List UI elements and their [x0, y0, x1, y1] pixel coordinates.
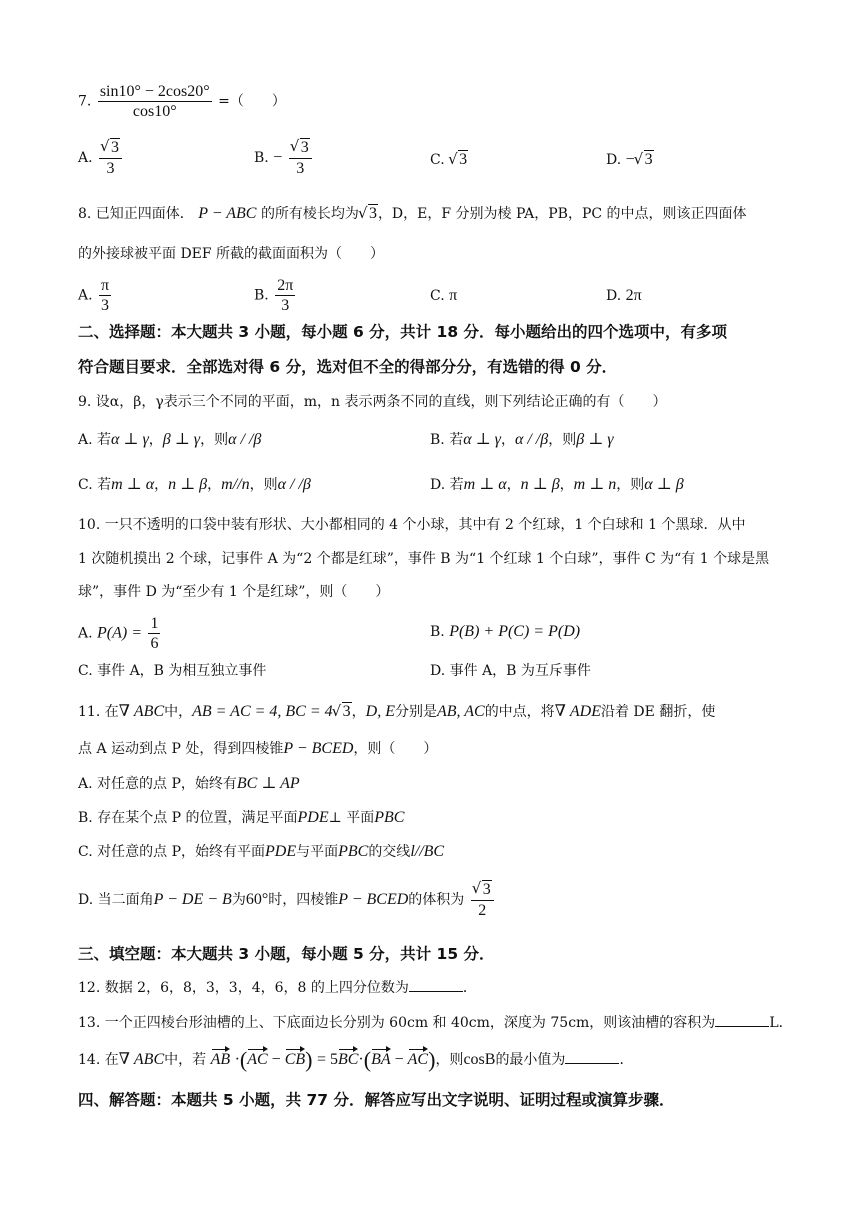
numerator: 2π [277, 277, 294, 294]
text: 与平面 [296, 844, 339, 860]
math: P − ABC [198, 205, 257, 222]
text: ． [619, 1052, 634, 1068]
math: m ⊥ α [111, 476, 155, 493]
option-value: π [449, 287, 458, 304]
math: ∇ ABC [118, 703, 165, 720]
fraction [471, 880, 494, 920]
text: 的中点，将 [484, 704, 555, 720]
text: 时，四棱锥 [268, 892, 339, 908]
text: 8. 已知正四面体． [78, 206, 194, 222]
math: m//n [221, 476, 250, 493]
q7-a-fraction [99, 138, 122, 178]
q7-denominator: cos10° [132, 103, 177, 120]
q8-line2: 的外接球被平面 DEF 所截的截面面积为（ ） [78, 246, 385, 262]
math: cosB [463, 1051, 496, 1068]
q10-line2: 1 次随机摸出 2 个球，记事件 A 为“2 个都是红球”，事件 B 为“1 个红球 1 个白球”，事件 C 为“有 1 个球是黑 [78, 551, 770, 567]
denominator: 3 [281, 297, 290, 314]
text: ，则 [435, 1052, 464, 1068]
math: D, E [365, 703, 395, 720]
q8-line1 [78, 204, 747, 224]
q9-option-c [78, 475, 311, 495]
q11-option-b [78, 808, 404, 828]
math: PBC [374, 809, 405, 826]
q14 [78, 1048, 633, 1070]
math: P − BCED [283, 740, 354, 757]
math: ∇ ABC [118, 1051, 165, 1068]
q11-option-c [78, 842, 444, 862]
q10-option-b [430, 622, 580, 642]
text: 点 A 运动到点 P 处，得到四棱锥 [78, 741, 284, 757]
radicand: 3 [111, 139, 120, 156]
vector: AB [211, 1048, 231, 1070]
fraction [148, 614, 160, 653]
option-label: A. [78, 287, 93, 304]
vector: BC [338, 1048, 358, 1070]
q7-option-c [430, 150, 468, 170]
q11-option-a [78, 774, 300, 794]
q7-option-b [254, 138, 314, 178]
math: β ⊥ γ [576, 431, 614, 448]
math: α ⊥ γ [111, 431, 149, 448]
math: = 5 [316, 1051, 338, 1068]
radicand: 3 [644, 151, 653, 168]
q9-option-a [78, 430, 261, 450]
minus-sign: − [625, 151, 635, 168]
text: 沿着 DE 翻折，使 [600, 704, 716, 720]
text: B. 若 [430, 432, 464, 448]
q8-option-d [606, 286, 642, 306]
q7-numerator: sin10° − 2cos20° [99, 83, 210, 100]
math: P − DE − B [153, 891, 232, 908]
q9-option-d [430, 475, 684, 495]
denominator: 3 [296, 160, 305, 177]
math: P(B) + P(C) = P(D) [449, 623, 581, 640]
math: PDE [297, 809, 329, 826]
text: 的交线 [368, 844, 411, 860]
minus-sign: − [390, 1051, 408, 1068]
math: PDE [264, 843, 297, 860]
option-label: B. [430, 624, 445, 640]
radicand: 3 [300, 139, 309, 156]
text: ， [351, 704, 366, 720]
section-2-heading-line2: 符合题目要求．全部选对得 6 分，选对但不全的得部分分，有选错的得 0 分． [78, 358, 618, 376]
text: A. 若 [78, 432, 112, 448]
text: C. 对任意的点 P，始终有平面 [78, 844, 265, 860]
math: P(A) = [97, 624, 143, 642]
q8-option-c [430, 286, 457, 306]
text: 的所有棱长均为 [260, 206, 359, 222]
text: 的体积为 [408, 892, 465, 908]
math: α / /β [277, 476, 311, 493]
text: ， [207, 477, 222, 493]
math: AB = AC = 4, BC = 4 [192, 703, 333, 720]
math: n ⊥ β [520, 476, 560, 493]
option-label: A. [78, 625, 93, 642]
math: α ⊥ γ [463, 431, 501, 448]
text: ⊥ 平面 [328, 810, 375, 826]
sqrt-symbol [359, 204, 378, 224]
radicand: 3 [482, 881, 491, 898]
section-2-heading: 二、选择题：本大题共 3 小题，每小题 6 分，共计 18 分．每小题给出的四个选项中，有多项 [78, 323, 728, 341]
denominator: 2 [478, 902, 487, 919]
dot-operator: · [358, 1051, 364, 1068]
answer-blank[interactable] [409, 977, 463, 992]
section-3-heading: 三、填空题：本大题共 3 小题，每小题 5 分，共计 15 分． [78, 945, 495, 963]
text: ，则 [200, 432, 229, 448]
text: 11. 在 [78, 704, 119, 720]
option-label: A. [78, 150, 93, 166]
numerator: 1 [150, 615, 159, 632]
math: α / /β [228, 431, 262, 448]
sqrt-symbol [101, 138, 120, 158]
numerator: π [101, 277, 110, 294]
q10-option-a [78, 614, 162, 653]
q10-line1: 10. 一只不透明的口袋中装有形状、大小都相同的 4 个小球，其中有 2 个红球，1 个白球和 1 个黑球．从中 [78, 517, 746, 533]
text: L． [769, 1015, 793, 1031]
option-label: B. [254, 150, 269, 166]
vector: CB [285, 1048, 305, 1070]
text: ，则 [249, 477, 278, 493]
sqrt-symbol [473, 880, 492, 900]
text: ， [148, 432, 163, 448]
math: PBC [338, 843, 369, 860]
denominator: 6 [150, 635, 159, 652]
option-value: 2π [625, 287, 642, 304]
radicand: 3 [459, 151, 468, 168]
math: n ⊥ β [168, 476, 208, 493]
math: β ⊥ γ [162, 431, 201, 448]
q9-stem: 9. 设α，β，γ表示三个不同的平面，m，n 表示两条不同的直线，则下列结论正确的有（ ） [78, 394, 667, 410]
math: AB, AC [436, 703, 485, 720]
q7-fraction [98, 82, 212, 121]
option-label: D. [606, 152, 622, 168]
math: l//BC [410, 843, 445, 860]
q7-number: 7. [78, 93, 92, 110]
text: 中，若 [164, 1052, 207, 1068]
paren-open: ( [363, 1047, 372, 1072]
q11-line2 [78, 739, 437, 759]
radicand: 3 [342, 703, 351, 720]
q12 [78, 977, 477, 998]
paren-close: ) [428, 1047, 436, 1072]
q7-tail: =（ ） [218, 93, 286, 110]
text: 的最小值为 [495, 1052, 566, 1068]
text: ， [506, 477, 521, 493]
q7-option-a [78, 138, 124, 178]
text: D. 当二面角 [78, 892, 154, 908]
vector: AC [247, 1048, 267, 1070]
text: ，D，E，F 分别为棱 PA，PB，PC 的中点，则该正四面体 [377, 206, 747, 222]
paren-close: ) [305, 1047, 313, 1072]
fraction [99, 276, 111, 315]
text: C. 若 [78, 477, 112, 493]
option-label: B. [254, 287, 269, 304]
paren-open: ( [239, 1047, 248, 1072]
text: 为 [231, 892, 246, 908]
math: BC ⊥ AP [236, 775, 300, 792]
text: A. 对任意的点 P，始终有 [78, 776, 237, 792]
text: ，则 [548, 432, 577, 448]
section-4-heading: 四、解答题：本题共 5 小题，共 77 分．解答应写出文字说明、证明过程或演算步骤． [78, 1091, 675, 1109]
q11-line1 [78, 702, 715, 722]
vector: AC [408, 1048, 428, 1070]
math: m ⊥ n [573, 476, 617, 493]
q7-b-fraction [289, 138, 312, 178]
answer-blank[interactable] [715, 1012, 769, 1027]
text: 14. 在 [78, 1052, 119, 1068]
q7-option-d [606, 150, 654, 170]
radicand: 3 [368, 205, 377, 222]
math: 60° [245, 891, 269, 908]
denominator: 3 [101, 297, 110, 314]
answer-blank[interactable] [565, 1049, 619, 1064]
sqrt-symbol [635, 150, 654, 170]
text: 分别是 [394, 704, 437, 720]
text: ， [500, 432, 515, 448]
text: ，则 [616, 477, 645, 493]
text: ， [154, 477, 169, 493]
sqrt-symbol [333, 702, 352, 722]
denominator: 3 [106, 160, 115, 177]
q10-option-c: C. 事件 A，B 为相互独立事件 [78, 663, 267, 679]
q9-option-b [430, 430, 614, 450]
q13 [78, 1012, 793, 1033]
vector: BA [371, 1048, 391, 1070]
q11-option-d [78, 880, 496, 920]
q10-option-d: D. 事件 A，B 为互斥事件 [430, 663, 591, 679]
text: ， [559, 477, 574, 493]
minus-sign: − [273, 149, 283, 166]
text: D. 若 [430, 477, 464, 493]
dot-operator: · [234, 1051, 240, 1068]
q8-option-a [78, 276, 113, 315]
text: 13. 一个正四棱台形油槽的上、下底面边长分别为 60cm 和 40cm，深度为 75cm，则该油槽的容积为 [78, 1015, 716, 1031]
text: 中， [164, 704, 193, 720]
text: 12. 数据 2，6，8，3，3，4，6，8 的上四分位数为 [78, 980, 409, 996]
text: ，则（ ） [353, 741, 438, 757]
math: α / /β [514, 431, 549, 448]
option-label: D. [606, 288, 622, 304]
minus-sign: − [267, 1051, 285, 1068]
text: ． [462, 980, 477, 996]
q7-stem [78, 82, 286, 121]
math: ∇ ADE [554, 703, 601, 720]
option-label: C. [430, 152, 445, 168]
math: m ⊥ α [463, 476, 507, 493]
sqrt-symbol [449, 150, 468, 170]
math: P − BCED [338, 891, 409, 908]
math: α ⊥ β [644, 476, 684, 493]
text: B. 存在某个点 P 的位置，满足平面 [78, 810, 298, 826]
q10-line3: 球”，事件 D 为“至少有 1 个是红球”，则（ ） [78, 584, 390, 600]
sqrt-symbol [291, 138, 310, 158]
q8-option-b [254, 276, 297, 315]
fraction [275, 276, 295, 315]
option-label: C. [430, 288, 445, 304]
